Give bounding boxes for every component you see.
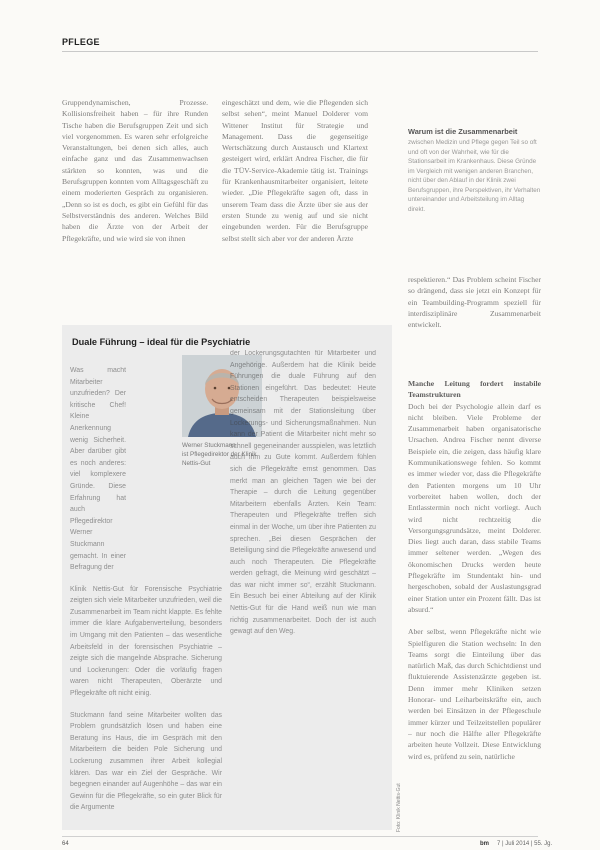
paragraph: respektieren.“ Das Problem scheint Fischer so drängend, dass sie jetzt ein Konzept für ein Teambuilding-Programm speziell für interdisziplinäre Zusammenarbeit entwickelt. — [408, 275, 541, 330]
paragraph: Doch bei der Psychologie allein darf es nicht bleiben. Viele Probleme der Zusammenarbeit haben organisatorische Ursachen. Andrea Fischer nennt diverse Beispiele ein, die zeigen, dass häufig klare Kommunikationswege fehlen. So kommt es immer wieder vor, dass die Pflegekräfte den Patienten morgens um 10 Uhr vorbereitet haben wollen, doch der Entlasstermin noch nicht vorliegt. Auch wird nicht rechtzeitig die Versorgungsgrundsätze, meint Dolderer. Dies liegt auch daran, dass stabile Teams immer seltener werden. „Wegen des ökonomischen Drucks werden heute Pflegekräfte im Stundentakt hin- und hergeschoben, sobald der Auslastungsgrad einer Station unter ein Prozent fällt. Das ist absurd.“ — [408, 401, 541, 614]
sidebar-note — [408, 127, 541, 245]
issue-info: 7 | Juli 2014 | 55. Jg. — [497, 841, 553, 847]
caption-name: Werner Stuckmann — [182, 442, 236, 449]
section-label: PFLEGE — [62, 37, 100, 47]
magazine-name: bm — [480, 841, 489, 847]
infobox-title: Duale Führung – ideal für die Psychiatrie — [72, 337, 251, 347]
photo-credit: Foto: Klinik Nettis-Gut — [396, 783, 402, 832]
top-rule — [62, 51, 538, 52]
article-column-3 — [408, 274, 541, 332]
paragraph: der Lockerungsgutachten für Mitarbeiter und Angehörige. Außerdem hat die Klinik beide Führungen die duale Führung auf den Stationen eingeführt. Das bedeutet: Heute entscheiden Therapeuten beispielsweise gemeinsam mit der Stationsleitung über Lockerungs- und Sicherungsmaßnahmen. Nun kann der Patient die Mitarbeiter nicht mehr so schnell gegeneinander ausspielen, was letztlich auch ihm zu Gute kommt. Außerdem fühlen sich die Pflegekräfte ernst genommen. Das merkt man an gleichen Tagen wie bei der Therapie – durch die Leitung gegenüber Mitarbeitern ebenfalls Ärzten. Kein Team: Therapeuten und Pflegekräfte treffen sich einmal in der Woche, um über ihre Patienten zu sprechen. „Bei diesen Gesprächen der Beteiligung sind die Pflegekräfte anwesend und auch noch Therapeuten. Die Pflegekräfte werden gefragt, die Meinung wird geschätzt – das war nicht immer so“, erzählt Stuckmann. Ein Besuch bei einer Abteilung auf der Klinik Nettis-Gut für die Hand weiß nun wie man richtig zusammenarbeitet. Doch der ist auch gewagt auf den Weg. — [230, 350, 376, 636]
sidebar-text: zwischen Medizin und Pflege gegen Teil so oft und oft von der Wahrheit, wie für die Stationsarbeit im Krankenhaus. Diese Gründe im Vergleich mit wenigen anderen Branchen, nicht über den Ablauf in der Klinik zwei Berufsgruppen, ihre Perspektiven, ihr Verhalten untereinander und Arbeitsteilung im Alltag direkt. — [408, 139, 541, 213]
subheading: Manche Leitung fordert instabile Teamstrukturen — [408, 379, 541, 400]
bottom-rule — [62, 836, 538, 837]
article-column-4 — [408, 378, 541, 830]
paragraph: Was macht Mitarbeiter unzufrieden? Der kritische Chef! Kleine Anerkennung wenig Sicherheit. Aber darüber gibt es noch anderes: viel komplexere Gründe. Diese Erfahrung hat auch Pflegedirektor Werner Stuckmann gemacht. In einer Befragung der — [70, 367, 126, 572]
infobox-column-2 — [230, 348, 376, 830]
sidebar-title: Warum ist die Zusammenarbeit — [408, 127, 518, 136]
page-number: 64 — [62, 841, 69, 847]
paragraph: Aber selbst, wenn Pflegekräfte nicht wie Spielfiguren die Station wechseln: In den Teams sorgt die Einteilung über das natürlich Maß, das durch Schichtdienst und fluktuierende Assistenzärzte gegeben ist. Denn immer mehr Kliniken setzen Honorar- und Leiharbeitskräfte ein, auch werden bei Einsätzen in der Pflegeschule immer kürzer und Teilzeitstellen populärer – nur noch die Hälfte aller Pflegekräfte arbeiten heute Vollzeit. Diese Entwicklung wird es, prüfend zu sein, natürliche — [408, 627, 541, 761]
paragraph: Gruppendynamischen, Prozesse. Kollisionsfreiheit haben – für ihre Runden Tische haben die Berufsgruppen Zeit und sich viel vorgenommen. Es waren sehr erfolgreiche Veranstaltungen, bei denen sich alles, auch einfache ganz und das Zusammenwachsen stärkten so konnten, was und die Berufsgruppen konnten vom Alltagsgeschäft zu einem moderierten Gespräch zu organisieren. „Denn so ist es doch, es gibt ein Gefühl für das Selbstverständnis des anderen. Welches Bild haben die Ärzte von der Arbeit der Pflegekräfte, und wie wird sie von ihnen — [62, 98, 208, 243]
article-column-2 — [222, 97, 368, 293]
paragraph: Stuckmann fand seine Mitarbeiter wollten das Problem grundsätzlich lösen und haben eine Beratung ins Haus, die im Gespräch mit den Mitarbeitern die beiden Pole Sicherung und Lockerung zusammen ihrer Arbeit kollegial klären. Das war ein Ziel der Gespräche. Wir begegnen einander auf Augenhöhe – das war ein Gewinn für die Pflegekräfte, so ein guter Blick für die Argumente — [70, 711, 222, 812]
paragraph: Klinik Nettis-Gut für Forensische Psychiatrie zeigten sich viele Mitarbeiter unzufrieden, weil die Zusammenarbeit im Team nicht klappte. Es fehlte immer die klare Aufgabenverteilung, besonders im Umgang mit den Patienten – das wesentliche Arbeitsfeld in der forensischen Psychiatrie – zeigte sich die mangelnde Absprache. Sicherung und Lockerungen: Oder die vorläufig fragen waren nicht Therapeuten, Oberärzte und Pflegekräfte oft nicht einig. — [70, 585, 222, 698]
article-column-1 — [62, 97, 208, 293]
caption-role: ist Pflegedirektor der Klinik Nettis-Gut — [182, 450, 257, 467]
paragraph: eingeschätzt und dem, wie die Pflegenden sich selbst sehen“, meint Manuel Dolderer vom Wittener Institut für Strategie und Management. Dass die gegenseitige Wertschätzung durch Austausch und Klartext gesteigert wird, erklärt Andrea Fischer, die für die TÜV-Service-Akademie tätig ist. Trainings für Krankenhausmitarbeiter organisiert, leitete wieder. „Die Pflegekräfte sagen oft, dass in unserem Team dass die Ärzte über sie aus der ersten Stunde zu wenig auf und sie nicht eingebunden werden. Für die Berufsgruppe selbst stellt sich aber vor der anderen Ärzte — [222, 98, 368, 243]
infobox-dual-leadership — [62, 325, 392, 830]
